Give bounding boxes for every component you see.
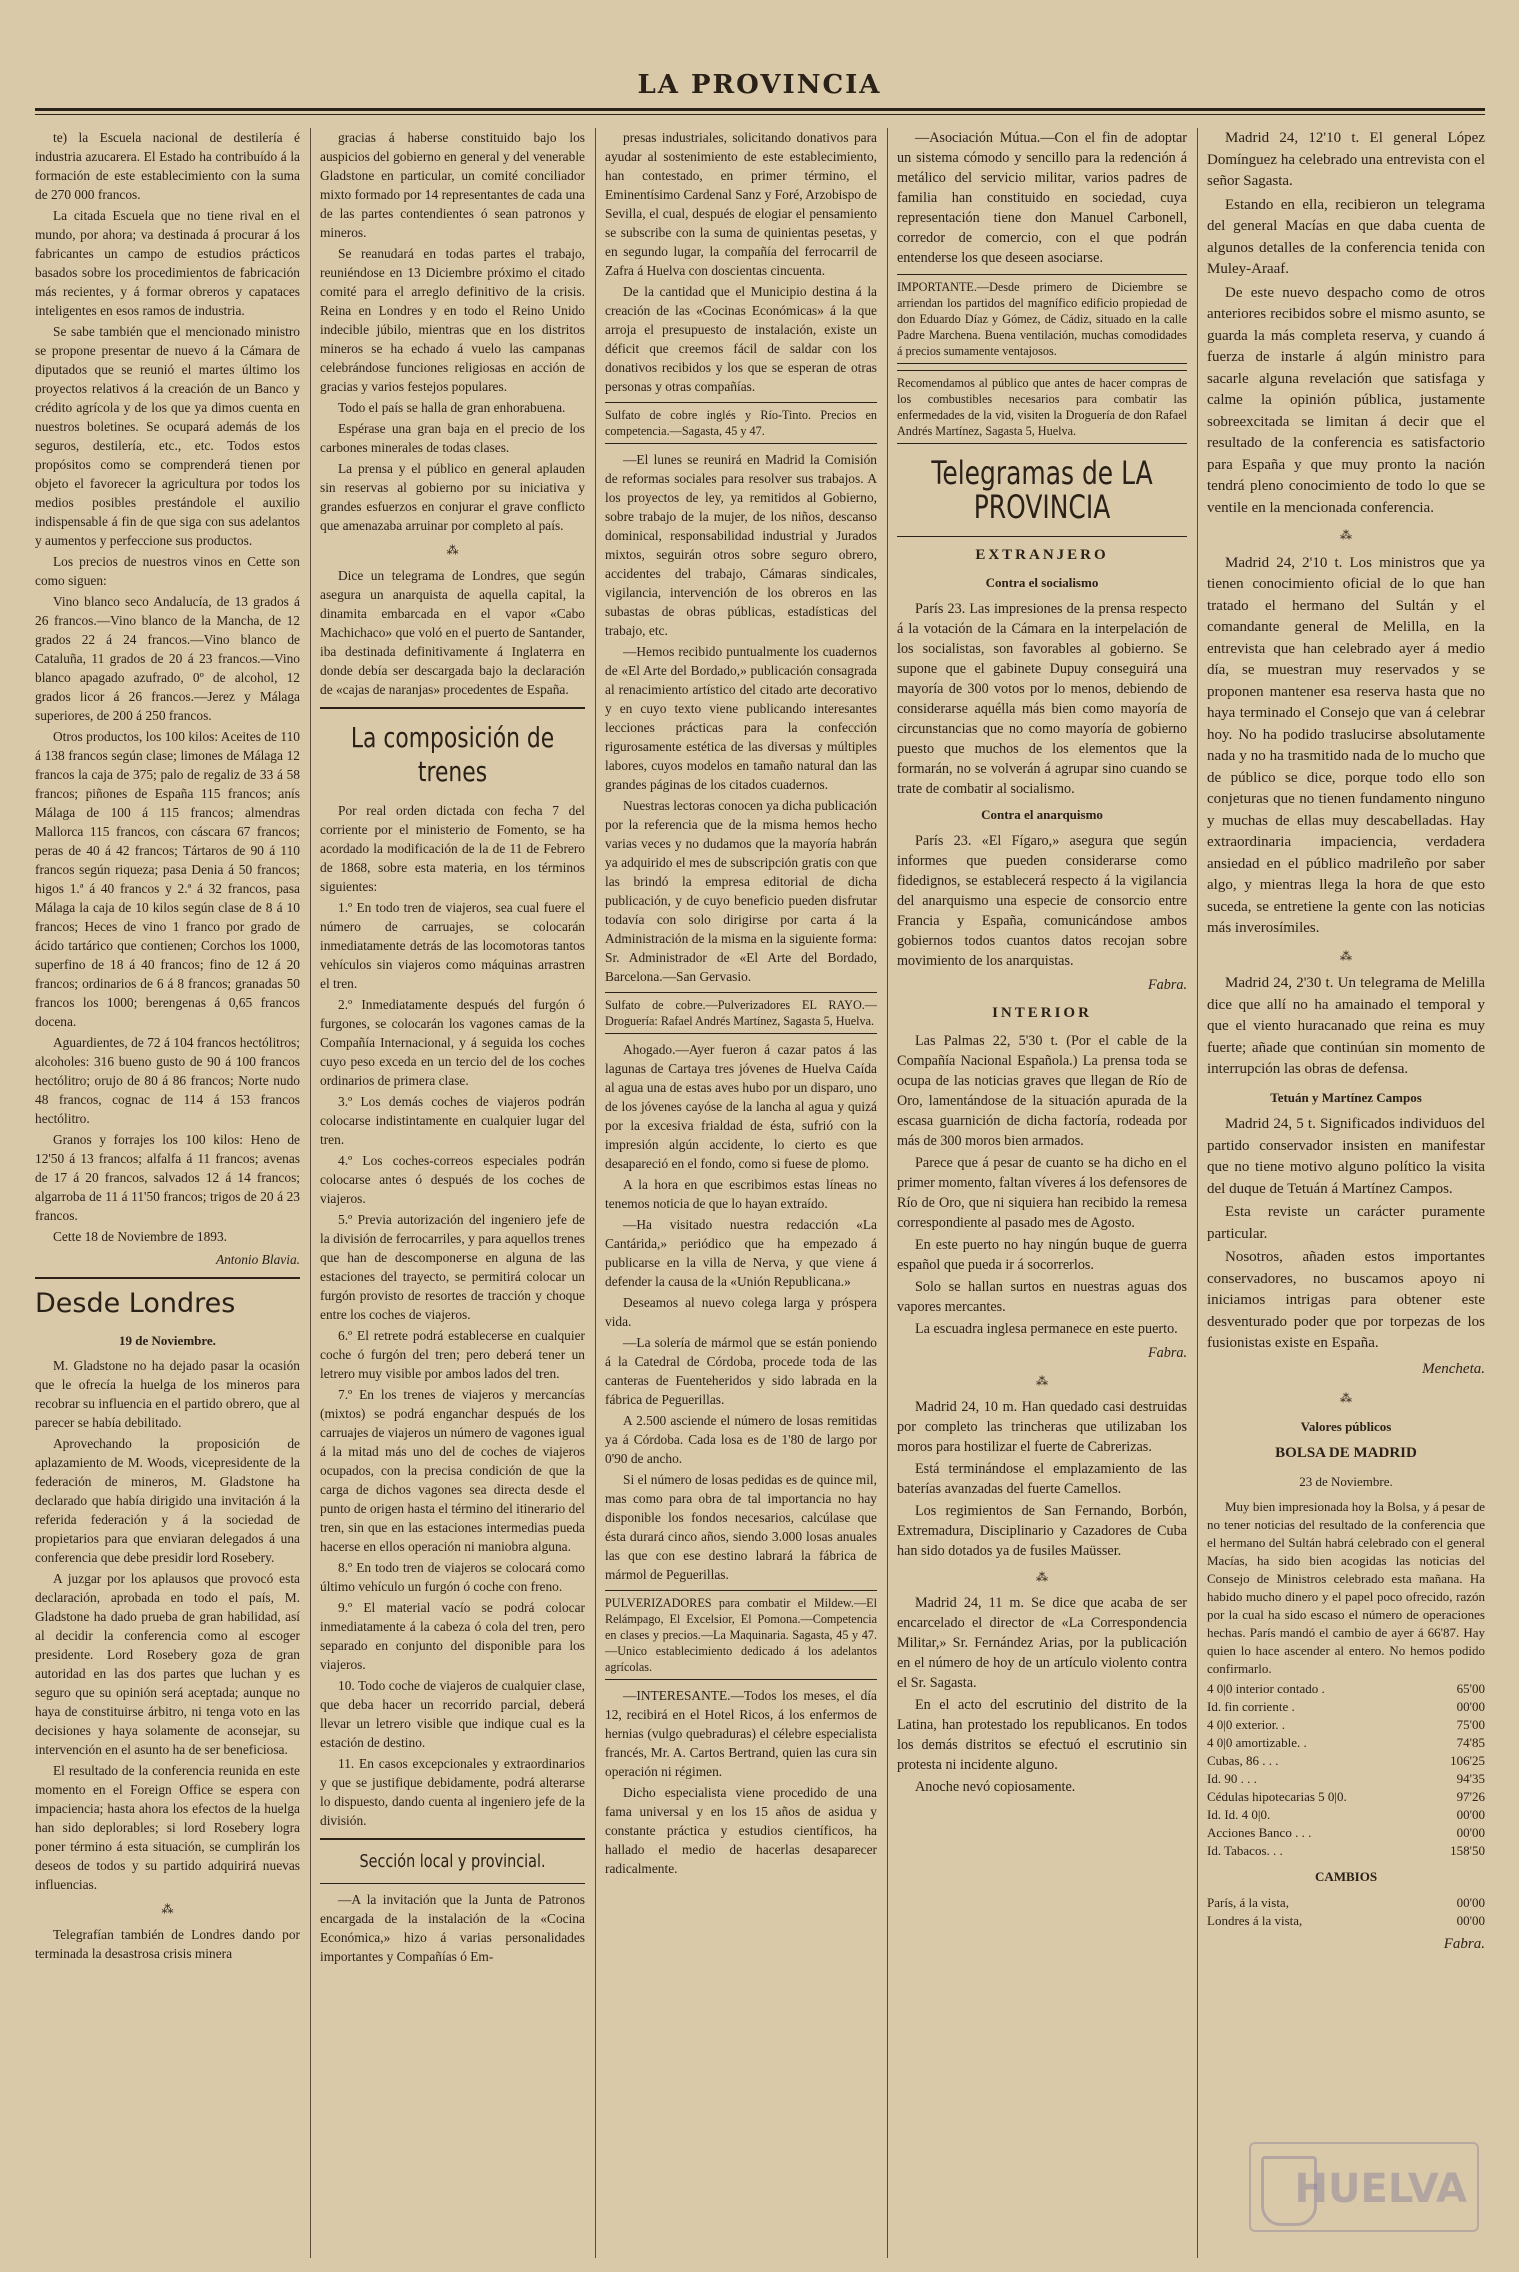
paragraph: Madrid 24, 10 m. Han quedado casi destruidas por completo las trincheras que utilizaban los moros para hostilizar el fuerte de Cabrerizas. — [897, 1399, 1187, 1455]
row-label: Id. Id. 4 0|0. — [1207, 1807, 1271, 1822]
paragraph: Esta reviste un carácter puramente particular. — [1207, 1204, 1485, 1242]
divider — [320, 707, 585, 709]
dateline: 23 de Noviembre. — [1299, 1473, 1393, 1489]
divider — [897, 536, 1187, 537]
paragraph: Los precios de nuestros vinos en Cette son como siguen: — [35, 554, 300, 588]
paragraph: gracias á haberse constituido bajo los auspicios del gobierno en general y del venerable Gladstone en particular, un comité conciliador mixto formado por 14 representantes de cada una de las partes contendientes ó sean patronos y mineros. — [320, 130, 585, 240]
divider — [320, 1883, 585, 1884]
row-label: 4 0|0 interior contado . — [1207, 1681, 1325, 1696]
paragraph: Madrid 24, 2'10 t. Los ministros que ya tienen conocimiento oficial de lo que han tratado el hermano del Sultán y el comandante general de Melilla, en la entrevista que han celebrado ayer á medio día, se muestran muy reservados y se proponen mantener esa reserva hasta que no haya terminado el Consejo que van á celebrar hoy. No ha podido traslucirse absolutamente nada y no ha trasmitido nada de lo mucho que de público se dice, porque todo ello son conjeturas que no tienen fundamento ninguno y muchas de ellas muy descabelladas. Hay extraordinaria impaciencia, verdadera ansiedad en el público madrileño por saber algo, y mientras llega la hora de que esto suceda, se entretiene la gente con las noticias más inverosímiles. — [1207, 554, 1485, 936]
column-4 — [897, 128, 1187, 2258]
table-row — [1207, 1894, 1485, 1912]
section-heading: Sección local y provincial. — [359, 1851, 546, 1872]
column-5 — [1207, 128, 1485, 2258]
paragraph: 1.º En todo tren de viajeros, sea cual fuere el número de carruajes, se colocarán inmediatamente detrás de las locomotoras tantos vehículos sin viajeros como máquinas arrastren el tren. — [320, 900, 585, 991]
paragraph: En este puerto no hay ningún buque de guerra español que pueda ir á socorrerlos. — [897, 1237, 1187, 1273]
table-row — [1207, 1842, 1485, 1860]
paragraph: Telegrafían también de Londres dando por terminada la desastrosa crisis minera — [35, 1927, 300, 1961]
paragraph: Otros productos, los 100 kilos: Aceites de 110 á 138 francos según clase; limones de Málaga 12 francos la caja de 375; palo de regaliz de 33 á 58 francos; piñones de España 115 francos; anís Málaga de 100 á 115 francos; almendras Mallorca 115 francos, con cáscara 67 francos; peras de 40 á 42 francos; Tártaros de 90 á 110 francos según riqueza; pasa Denia á 50 francos; higos 1.ª á 40 francos y 2.ª á 32 francos, pasa Málaga la caja de 10 kilos según clase de 8 á 10 francos; Heces de vino 1 franco por grado de ácido tartárico que contienen; Corchos los 1000, superfino de 18 á 40 francos; fino de 12 á 20 francos; ordinarios de 6 á 8 francos; granadas 50 francos los 1000; berengenas á 0,65 francos docena. — [35, 729, 300, 1029]
table-row — [1207, 1788, 1485, 1806]
paragraph: París 23. Las impresiones de la prensa respecto á la votación de la Cámara en la interpelación de los socialistas, son favorables al gobierno. Se supone que el gabinete Dupuy conseguirá una mayoría de 300 votos por lo menos, debiendo de considerarse aquélla más bien como mayoría de circunstancias que no como mayoría de gobierno puesto que muchos de los elementos que la formarán, no se volverán á agrupar sino cuando se trate de combatir al socialismo. — [897, 601, 1187, 797]
paragraph: Deseamos al nuevo colega larga y próspera vida. — [605, 1295, 877, 1329]
paragraph: A juzgar por los aplausos que provocó esta declaración, aprobada en todo el país, M. Gladstone ha dado prueba de gran habilidad, así al decidir la conferencia como al escoger presidente. Lord Rosebery goza de gran autoridad en las dos partes que luchan y es seguro que su opinión será aceptada; aunque no haya de constituirse árbitro, ni tenga voto en las decisiones y haya solamente de aconsejar, su intervención en el asunto ha de ser beneficiosa. — [35, 1571, 300, 1757]
signature: Fabra. — [1443, 1935, 1485, 1952]
paragraph: Si el número de losas pedidas es de quince mil, mas como para obra de tal importancia no hay disponible los fondos necesarios, calcúlase que ésta durará cinco años, siendo 3.000 losas anuales las que con ese destino labrará la fábrica de mármol de Peguerillas. — [605, 1472, 877, 1582]
advertisement: Sulfato de cobre inglés y Río-Tinto. Precios en competencia.—Sagasta, 45 y 47. — [605, 402, 877, 444]
row-label: 4 0|0 exterior. . — [1207, 1717, 1286, 1732]
signature: Mencheta. — [1422, 1360, 1485, 1377]
archive-stamp — [1249, 2142, 1479, 2232]
paragraph: Granos y forrajes los 100 kilos: Heno de 12'50 á 13 francos; alfalfa á 11 francos; avenas de 17 á 20 francos, salvados 12 á 14 francos; algarroba de 11 á 11'50 francos; trigos de 20 á 23 francos. — [35, 1132, 300, 1223]
paragraph: De este nuevo despacho como de otros anteriores recibidos sobre el mismo asunto, se guarda la más completa reserva, y cuando á fuerza de instarle á algún ministro para sacarle alguna revelación que satisfaga y calme la opinión pública, justamente sobreexcitada se limitan á decir que el resultado de la conferencia es satisfactorio para España y que muy pronto la nación tendrá pleno conocimiento de todo lo que se ventile en la mencionada conferencia. — [1207, 284, 1485, 516]
paragraph: Las Palmas 22, 5'30 t. (Por el cable de la Compañía Nacional Española.) La prensa toda se ocupa de las noticias graves que llegan de Río de Oro, lamentándose de la situación apurada de la escasa guarnición de dicha factoría, rodeada por más de 300 moros bien armados. — [897, 1033, 1187, 1149]
paragraph: Vino blanco seco Andalucía, de 13 grados á 26 francos.—Vino blanco de la Mancha, de 12 grados 22 á 24 francos.—Vino blanco de Cataluña, 11 grados de 20 á 23 francos.—Vino blanco apagado azufrado, 0º de alcohol, 12 grados licor á 26 francos.—Jerez y Málaga superiores, de 200 á 250 francos. — [35, 594, 300, 723]
paragraph: Dicho especialista viene procedido de una fama universal y en los 15 años de asidua y constante práctica y estudios científicos, ha hallado el medio de hacerlas desaparecer radicalmente. — [605, 1785, 877, 1876]
paragraph: 9.º El material vacío se podrá colocar inmediatamente á la cabeza ó cola del tren, pero separado en conjunto del disponible para los viajeros. — [320, 1600, 585, 1672]
table-row — [1207, 1752, 1485, 1770]
paragraph: Madrid 24, 2'30 t. Un telegrama de Melilla dice que allí no ha amainado el temporal y que el viento huracanado que reina es muy fuerte; añade que continúan sin momento de interrupción las obras de defensa. — [1207, 975, 1485, 1077]
paragraph: A 2.500 asciende el número de losas remitidas ya á Córdoba. Cada losa es de 1'80 de largo por 0'90 de ancho. — [605, 1413, 877, 1466]
paragraph: Se reanudará en todas partes el trabajo, reuniéndose en 13 Diciembre próximo el citado comité para el arreglo definitivo de la crisis. Reina en Londres y en todo el Reino Unido indecible júbilo, mientras que en los distritos mineros se ha echado á vuelo las campanas celebrándose funciones religiosas en acción de gracias y varios festejos populares. — [320, 246, 585, 394]
section-label: EXTRANJERO — [975, 547, 1109, 563]
section-label: INTERIOR — [992, 1005, 1092, 1021]
row-label: Id. 90 . . . — [1207, 1771, 1257, 1786]
column-1 — [35, 128, 300, 2258]
table-row — [1207, 1770, 1485, 1788]
paragraph: De la cantidad que el Municipio destina á la creación de las «Cocinas Económicas» á la que arroja el presupuesto de instalación, existe un déficit que creemos fácil de saldar con los donativos recibidos y los que se esperan de otras personas y otras compañías. — [605, 284, 877, 394]
column-2 — [320, 128, 585, 2258]
masthead-rule-thin — [35, 114, 1485, 115]
dateline: 19 de Noviembre. — [119, 1333, 216, 1348]
column-rule — [310, 128, 311, 2258]
row-value: 106'25 — [1450, 1753, 1485, 1768]
paragraph: Madrid 24, 11 m. Se dice que acaba de ser encarcelado el director de «La Correspondencia Militar,» Sr. Fernández Arias, por la publicación en el número de hoy de un artículo violento contra el Sr. Sagasta. — [897, 1595, 1187, 1691]
columns — [35, 128, 1485, 2258]
paragraph: Parece que á pesar de cuanto se ha dicho en el primer momento, faltan víveres á los defensores de Río de Oro, que ni siquiera han recibido la remesa correspondiente al pasado mes de Agosto. — [897, 1155, 1187, 1231]
paragraph: El resultado de la conferencia reunida en este momento en el Foreign Office se espera con impaciencia; hasta ahora los efectos de la huelga han sido deplorables; si lord Rosebery logra poner término á esta situación, se cumplirán los deseos de todos y su partido adquirirá nuevas influencias. — [35, 1763, 300, 1892]
subheading: Contra el socialismo — [985, 575, 1099, 590]
paragraph: Aguardientes, de 72 á 104 francos hectólitros; alcoholes: 316 bueno gusto de 90 á 100 francos hectólitro; orujo de 80 á 86 francos; Norte nudo 48 francos, cognac de 114 á 153 francos hectólitro. — [35, 1035, 300, 1126]
paragraph: 6.º El retrete podrá establecerse en cualquier coche ó furgón del tren; pero deberá tener un letrero muy visible por ambos lados del tren. — [320, 1328, 585, 1381]
signature: Fabra. — [1147, 1345, 1187, 1361]
paragraph: A la hora en que escribimos estas líneas no tenemos noticia de que lo hayan extraído. — [605, 1177, 877, 1211]
paragraph: —A la invitación que la Junta de Patronos encargada de la instalación de la «Cocina Económica,» hizo á varias personalidades importantes y Compañías ó Em- — [320, 1892, 585, 1964]
paragraph: Los regimientos de San Fernando, Borbón, Extremadura, Disciplinario y Cazadores de Cuba han sido dotados ya de fusiles Maüsser. — [897, 1503, 1187, 1559]
table-row — [1207, 1806, 1485, 1824]
paragraph: 5.º Previa autorización del ingeniero jefe de la división de ferrocarriles, y para aquellos trenes que han de descomponerse en alguna de las estaciones del trayecto, se permitirá colocar un furgón provisto de resortes de tracción y choque entre los coches de viajeros. — [320, 1212, 585, 1322]
paragraph: 8.º En todo tren de viajeros se colocará como último vehículo un furgón ó coche con freno. — [320, 1560, 585, 1594]
row-value: 00'00 — [1456, 1825, 1485, 1840]
column-rule — [887, 128, 888, 2258]
paragraph: 2.º Inmediatamente después del furgón ó furgones, se colocarán los vagones camas de la Compañía Internacional, y á seguida los coches cuyo peso exceda en un tercio del de los coches ordinarios de primera clase. — [320, 997, 585, 1088]
row-label: París, á la vista, — [1207, 1894, 1289, 1910]
paragraph: Nuestras lectoras conocen ya dicha publicación por la referencia que de la misma hemos hecho varias veces y no dudamos que la mayoría habrán ya adquirido el mes de subscripción gratis con que las brindó la empresa editorial de dicha publicación, y de cuyo beneficio pueden disfrutar todavía con solo dirigirse por carta á la Administración de la misma en la siguiente forma: Sr. Administrador de «El Arte del Bordado, Barcelona.—San Gervasio. — [605, 798, 877, 984]
column-rule — [1197, 128, 1198, 2258]
separator-stars: ⁂ — [1036, 1374, 1048, 1388]
paragraph: 4.º Los coches-correos especiales podrán colocarse antes ó después de los coches de viajeros. — [320, 1153, 585, 1206]
article-heading: La composición de trenes — [350, 721, 555, 788]
paragraph: Madrid 24, 12'10 t. El general López Domínguez ha celebrado una entrevista con el señor Sagasta. — [1207, 130, 1485, 189]
row-value: 75'00 — [1456, 1717, 1485, 1732]
row-value: 158'50 — [1450, 1843, 1485, 1858]
table-row — [1207, 1734, 1485, 1752]
paragraph: Nosotros, añaden estos importantes conservadores, no buscamos apoyo ni iniciamos intrigas para obtener este desventurado poder que por torpezas de los fusionistas existe en España. — [1207, 1249, 1485, 1351]
paragraph: Por real orden dictada con fecha 7 del corriente por el ministerio de Fomento, se ha acordado la modificación de la de 11 de Febrero de 1868, sobre esta materia, en los términos siguientes: — [320, 803, 585, 894]
row-value: 94'35 — [1456, 1771, 1485, 1786]
row-label: Londres á la vista, — [1207, 1912, 1303, 1928]
table-row — [1207, 1912, 1485, 1930]
row-value: 00'00 — [1456, 1912, 1485, 1928]
paragraph: 11. En casos excepcionales y extraordinarios y que se justifique debidamente, podrá alterarse lo dispuesto, dando cuenta al ingeniero jefe de la división. — [320, 1756, 585, 1828]
paragraph: Todo el país se halla de gran enhorabuena. — [338, 400, 566, 415]
table-row — [1207, 1698, 1485, 1716]
masthead: LA PROVINCIA — [637, 70, 882, 100]
separator-stars: ⁂ — [1340, 948, 1352, 963]
paragraph: Madrid 24, 5 t. Significados individuos del partido conservador insisten en manifestar que no tiene motivo alguno político la visita del duque de Tetuán á Martínez Campos. — [1207, 1116, 1485, 1197]
paragraph: —Ha visitado nuestra redacción «La Cantárida,» periódico que ha empezado á publicarse en la villa de Nerva, y que viene á defender la causa de la «Unión Republicana.» — [605, 1217, 877, 1289]
column-3 — [605, 128, 877, 2258]
stamp-label: HUELVA — [1294, 2166, 1467, 2212]
table-row — [1207, 1680, 1485, 1698]
separator-stars: ⁂ — [1340, 1391, 1352, 1405]
separator-stars: ⁂ — [1036, 1570, 1048, 1584]
divider — [320, 1838, 585, 1840]
row-value: 00'00 — [1456, 1699, 1485, 1714]
paragraph: Está terminándose el emplazamiento de las baterías avanzadas del fuerte Camellos. — [897, 1461, 1187, 1497]
paragraph: Muy bien impresionada hoy la Bolsa, y á pesar de no tener noticias del resultado de la conferencia que el hermano del Sultán habrá celebrado con el general Macías, ha sido bien acogidas las noticias del Consejo de Ministros celebrado esta mañana. Ha habido mucho dinero y el papel poco ofrecido, razón por la cual ha sido escaso el número de operaciones hechas. París mandó el cambio de ayer á 66'87. Hay quien lo hace ascender al entero. No hemos podido confirmarlo. — [1207, 1499, 1485, 1676]
row-label: Cubas, 86 . . . — [1207, 1753, 1279, 1768]
subheading: BOLSA DE MADRID — [1275, 1445, 1417, 1461]
paragraph: Aprovechando la proposición de aplazamiento de M. Woods, vicepresidente de la federación de mineros, M. Gladstone ha declarado que había dirigido una invitación á la referida federación y á la sociedad de propietarios para que enviaran delegados á una conferencia que debe presidir lord Rosebery. — [35, 1436, 300, 1565]
article-heading: Telegramas de LA PROVINCIA — [931, 454, 1153, 526]
row-value: 00'00 — [1456, 1807, 1485, 1822]
paragraph: Se sabe también que el mencionado ministro se propone presentar de nuevo á la Cámara de diputados que se reunió el martes último los proyectos relativos á la creación de un Banco y crédito agrícola y de los que ya dimos cuenta en nuestros boletines. Se ocupará además de los seguros, destilería, etc., etc. Todos estos propósitos como se comprenderá tienen por objeto el favorecer la agricultura por todos los medios posibles prestándole el auxilio indispensable á fin de que siga con sus adelantos y aumentos y perfeccione sus productos. — [35, 324, 300, 548]
advertisement: Recomendamos al público que antes de hacer compras de los combustibles necesarios para combatir las enfermedades de la vid, visiten la Droguería de don Rafael Andrés Martínez, Sagasta 5, Huelva. — [897, 370, 1187, 444]
advertisement: IMPORTANTE.—Desde primero de Diciembre se arriendan los partidos del magnífico edificio propiedad de don Eduardo Díaz y Gómez, de Cádiz, situado en la calle Padre Marchena. Buena ventilación, muchas comodidades á precios sumamente ventajosos. — [897, 274, 1187, 364]
paragraph: —Asociación Mútua.—Con el fin de adoptar un sistema cómodo y sencillo para la redención á metálico del servicio militar, varios padres de familia han constituido en sociedad, cuya representación tiene don Manuel Carbonell, corredor de comercio, con el que podrán entenderse los que deseen asociarse. — [897, 130, 1187, 266]
paragraph: En el acto del escrutinio del distrito de la Latina, han protestado los republicanos. En todos los demás distritos se efectuó el escrutinio sin protesta ni incidente alguno. — [897, 1697, 1187, 1773]
paragraph: París 23. «El Fígaro,» asegura que según informes que pueden considerarse como fidedignos, se establecerá respecto á la vigilancia del anarquismo una especie de consorcio entre Francia y España, comunicándose ambos gobiernos todos cuantos datos recojan sobre movimiento de los anarquistas. — [897, 833, 1187, 969]
paragraph: Solo se hallan surtos en nuestras aguas dos vapores mercantes. — [897, 1279, 1187, 1315]
subheading: Valores públicos — [1300, 1418, 1392, 1434]
column-rule — [595, 128, 596, 2258]
paragraph: M. Gladstone no ha dejado pasar la ocasión que le ofrecía la huelga de los mineros para recobrar su influencia en el partido obrero, que al parecer se había debilitado. — [35, 1358, 300, 1430]
row-value: 97'26 — [1456, 1789, 1485, 1804]
row-label: 4 0|0 amortizable. . — [1207, 1735, 1307, 1750]
separator-stars: ⁂ — [446, 543, 459, 557]
advertisement: Sulfato de cobre.—Pulverizadores EL RAYO.—Droguería: Rafael Andrés Martínez, Sagasta 5, Huelva. — [605, 992, 877, 1034]
quotes-table — [1207, 1680, 1485, 1860]
masthead-rule — [35, 108, 1485, 111]
subheading: Tetuán y Martínez Campos — [1270, 1089, 1422, 1105]
signature: Fabra. — [1147, 977, 1187, 993]
paragraph: Espérase una gran baja en el precio de los carbones minerales de todas clases. — [320, 421, 585, 455]
table-row — [1207, 1716, 1485, 1734]
row-label: Acciones Banco . . . — [1207, 1825, 1312, 1840]
paragraph: 3.º Los demás coches de viajeros podrán colocarse indistintamente en cualquier lugar del tren. — [320, 1094, 585, 1147]
row-label: Id. Tabacos. . . — [1207, 1843, 1283, 1858]
paragraph: La citada Escuela que no tiene rival en el mundo, por ahora; va destinada á procurar á los fabricantes un campo de estudios prácticos basados sobre los procedimientos de fabricación más recientes, y á formar obreros y capataces inteligentes en esos ramos de industria. — [35, 208, 300, 318]
table-row — [1207, 1824, 1485, 1842]
paragraph: presas industriales, solicitando donativos para ayudar al sostenimiento de este establecimiento, han contestado, en primer término, el Eminentísimo Cardenal Sanz y Foré, Arzobispo de Sevilla, el cual, después de elogiar el pensamiento se subscribe con la suma de quinientas pesetas, y en segundo lugar, la compañía del ferrocarril de Zafra á Huelva con doscientas cincuenta. — [605, 130, 877, 278]
cambios-table — [1207, 1894, 1485, 1930]
paragraph: 10. Todo coche de viajeros de cualquier clase, que deba hacer un recorrido parcial, deberá llevar un letrero visible que indique cual es la estación de destino. — [320, 1678, 585, 1750]
row-label: Cédulas hipotecarias 5 0|0. — [1207, 1789, 1347, 1804]
paragraph: —Hemos recibido puntualmente los cuadernos de «El Arte del Bordado,» publicación consagrada al renacimiento artístico del citado arte decorativo y en cuyo texto viene publicando interesantes lecciones prácticas para la confección rigurosamente estética de las diversas y múltiples labores, cuyos modelos en tamaño natural dan las grandes páginas de los citados cuadernos. — [605, 644, 877, 792]
paragraph: —El lunes se reunirá en Madrid la Comisión de reformas sociales para resolver sus trabajos. A los proyectos de ley, ya remitidos al Gobierno, sobre trabajo de la mujer, de los niños, descanso dominical, responsabilidad industrial y Jurados mixtos, seguirán otros sobre seguro obrero, accidentes del trabajo, Cámaras sindicales, vigilancia, intervención de los obreros en las subastas de obras públicas, estadísticas del trabajo, etc. — [605, 452, 877, 638]
paragraph: Cette 18 de Noviembre de 1893. — [53, 1229, 228, 1244]
advertisement: PULVERIZADORES para combatir el Mildew.—El Relámpago, El Excelsior, El Pomona.—Competencia en clases y precios.—La Maquinaria. Sagasta, 45 y 47.—Unico establecimiento dedicado á los adelantos agrícolas. — [605, 1590, 877, 1680]
paragraph: te) la Escuela nacional de destilería é industria azucarera. El Estado ha contribuído á la formación de este establecimiento con la suma de 270 000 francos. — [35, 130, 300, 202]
paragraph: Anoche nevó copiosamente. — [915, 1779, 1076, 1795]
paragraph: La escuadra inglesa permanece en este puerto. — [915, 1321, 1178, 1337]
article-heading: Desde Londres — [35, 1288, 236, 1319]
paragraph: —La solería de mármol que se están poniendo á la Catedral de Córdoba, procede toda de las canteras de Fuenteheridos y sido labrada en la fábrica de Peguerillas. — [605, 1335, 877, 1407]
row-label: Id. fin corriente . — [1207, 1699, 1295, 1714]
paragraph: 7.º En los trenes de viajeros y mercancías (mixtos) se podrá enganchar después de los carruajes de viajeros un número de vagones igual á la mitad más uno del de coches de viajeros ocupados, con la precisa condición de que la carga de dichos vagones sea directa desde el punto de origen hasta el término del itinerario del tren, sin que en las estaciones intermedias pueda hacerse en ellos operación ni maniobra alguna. — [320, 1387, 585, 1554]
separator-stars: ⁂ — [1340, 528, 1352, 542]
shield-icon — [1261, 2156, 1317, 2226]
subheading: Contra el anarquismo — [981, 807, 1103, 822]
paragraph: —INTERESANTE.—Todos los meses, el día 12, recibirá en el Hotel Ricos, á los enfermos de hernias (vulgo quebraduras) el célebre especialista francés, Mr. A. Cartos Bertrand, quien las cura sin operación ni régimen. — [605, 1688, 877, 1779]
paragraph: Ahogado.—Ayer fueron á cazar patos á las lagunas de Cartaya tres jóvenes de Huelva Caída al agua una de estas aves hubo por un disparo, uno de los jóvenes cayóse de la lancha al agua y quizá por la excesiva frialdad de ésta, sufrió con la impresión algún accidente, lo cierto es que desapareció en el fondo, como si fuese de plomo. — [605, 1042, 877, 1171]
subheading: CAMBIOS — [1314, 1869, 1378, 1884]
divider — [35, 1277, 300, 1279]
signature: Antonio Blavia. — [215, 1252, 300, 1267]
row-value: 65'00 — [1456, 1681, 1485, 1696]
paragraph: Estando en ella, recibieron un telegrama del general Macías en que daba cuenta de algunos detalles de la conferencia tenida con Muley-Araaf. — [1207, 196, 1485, 277]
row-value: 74'85 — [1456, 1735, 1485, 1750]
paragraph: Dice un telegrama de Londres, que según asegura un anarquista de aquella capital, la dinamita embarcada en el vapor «Cabo Machichaco» que voló en el puerto de Santander, iba destinada definitivamente á Inglaterra en donde debía ser descargada bajo la declaración de «cajas de naranjas» procedentes de España. — [320, 568, 585, 697]
separator-stars: ⁂ — [161, 1902, 174, 1916]
paragraph: La prensa y el público en general aplauden sin reservas al gobierno por su iniciativa y grandes esfuerzos en conjurar el grave conflicto que amenazaba arruinar por completo al país. — [320, 461, 585, 533]
row-value: 00'00 — [1456, 1894, 1485, 1910]
